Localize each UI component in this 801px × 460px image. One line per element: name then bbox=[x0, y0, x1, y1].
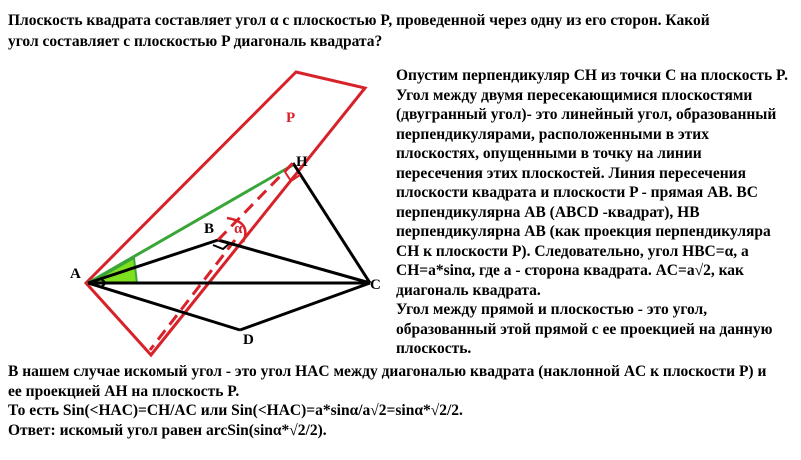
label-b: B bbox=[204, 221, 215, 237]
solution-line: пересечения этих плоскостей. Линия пересечения bbox=[396, 164, 746, 182]
line-dc bbox=[240, 283, 370, 330]
solution-line: плоскость. bbox=[396, 340, 472, 357]
problem-line-2: угол составляет с плоскостью P диагональ квадрата? bbox=[8, 33, 383, 50]
solution-line: Угол между прямой и плоскостью - это угол, bbox=[396, 301, 708, 318]
solution-line: (двугранный угол)- это линейный угол, образованный bbox=[396, 106, 777, 123]
solution-text bbox=[396, 66, 796, 359]
solution-line: перпендикулярами, расположенными в этих bbox=[396, 125, 709, 143]
label-d: D bbox=[243, 332, 254, 348]
label-c: C bbox=[370, 277, 381, 293]
conclusion-text bbox=[8, 362, 798, 440]
conclusion-line: То есть Sin(<HAC)=CH/AC или Sin(<HAC)=a*sinα/a√2=sinα*√2/2. bbox=[8, 402, 463, 419]
solution-line: CH=a*sinα, где a - сторона квадрата. AC=a√2, как bbox=[396, 262, 744, 279]
label-plane-p: P bbox=[286, 110, 296, 126]
geometry-figure bbox=[0, 60, 400, 360]
solution-line: перпендикулярна AB (как проекция перпендикуляра bbox=[396, 223, 771, 240]
problem-statement bbox=[8, 10, 793, 52]
label-alpha: α bbox=[234, 221, 243, 237]
conclusion-line: ее проекцией AH на плоскость P. bbox=[8, 382, 240, 400]
line-ad bbox=[88, 283, 240, 330]
solution-line: образованный этой прямой с ее проекцией на данную bbox=[396, 320, 773, 338]
answer-line: Ответ: искомый угол равен arcSin(sinα*√2/2). bbox=[8, 421, 327, 439]
line-ah bbox=[88, 165, 293, 283]
solution-line: плоскостях, опущенными в точку на линии bbox=[396, 145, 702, 162]
solution-line: перпендикулярна AB (ABCD -квадрат), HB bbox=[396, 203, 700, 221]
label-h: H bbox=[296, 154, 308, 170]
solution-line: Угол между двумя пересекающимися плоскостями bbox=[396, 86, 753, 104]
label-a: A bbox=[70, 266, 81, 282]
solution-line: плоскости квадрата и плоскости P - прямая AB. BC bbox=[396, 184, 758, 201]
solution-line: Опустим перпендикуляр CH из точки C на плоскость P. bbox=[396, 67, 788, 84]
problem-line-1: Плоскость квадрата составляет угол α с плоскостью P, проведенной через одну из его сторон. Какой bbox=[8, 12, 710, 29]
line-ab-extension bbox=[150, 240, 235, 350]
plane-p bbox=[86, 72, 365, 355]
conclusion-line: В нашем случае искомый угол - это угол HAC между диагональю квадрата (наклонной AC к плоскости P) и bbox=[8, 363, 767, 380]
solution-line: CH к плоскости P). Следовательно, угол HBC=α, а bbox=[396, 242, 749, 260]
solution-line: диагональ квадрата. bbox=[396, 281, 541, 299]
